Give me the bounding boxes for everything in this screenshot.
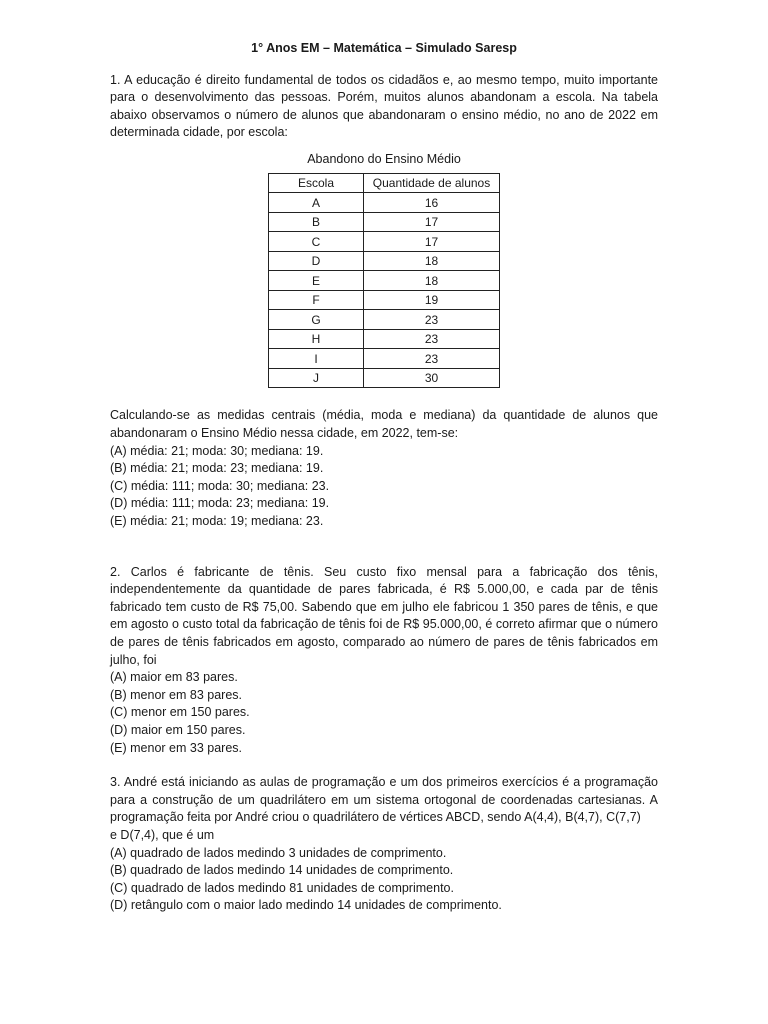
option-d: (D) maior em 150 pares.: [110, 722, 246, 737]
option-d: (D) média: 111; moda: 23; mediana: 19.: [110, 496, 330, 511]
option-b: (B) quadrado de lados medindo 14 unidades de comprimento.: [110, 863, 454, 878]
question-2-options: [110, 669, 658, 757]
option-b: (B) menor em 83 pares.: [110, 687, 242, 702]
quantity-cell: 30: [364, 368, 500, 388]
header-school: Escola: [269, 173, 364, 193]
school-cell: A: [269, 193, 364, 213]
table-row: [269, 368, 500, 388]
quantity-cell: 16: [364, 193, 500, 213]
table-row: [269, 271, 500, 291]
option-e: (E) média: 21; moda: 19; mediana: 23.: [110, 514, 324, 529]
table-row: [269, 290, 500, 310]
school-cell: H: [269, 329, 364, 349]
school-cell: B: [269, 212, 364, 232]
table-row: [269, 251, 500, 271]
question-1-prompt: Calculando-se as medidas centrais (média, moda e mediana) da quantidade de alunos que abandonaram o Ensino Médio nessa cidade, em 2022, tem-se:: [110, 408, 658, 441]
option-a: (A) quadrado de lados medindo 3 unidades de comprimento.: [110, 845, 447, 860]
question-2-text: 2. Carlos é fabricante de tênis. Seu custo fixo mensal para a fabricação dos tênis, independentemente da quantidade de pares fabricada, é R$ 5.000,00, e cada par de tênis fabricado tem custo de R$ 75,00. Sabendo que em julho ele fabricou 1 350 pares de tênis, e que em agosto o custo total da fabricação de tênis foi de R$ 95.000,00, é correto afirmar que o número de pares de tênis fabricados em agosto, comparado ao número de pares de tênis fabricados em julho, foi: [110, 564, 658, 667]
option-a: (A) maior em 83 pares.: [110, 670, 238, 685]
table-row: [269, 193, 500, 213]
school-cell: J: [269, 368, 364, 388]
quantity-cell: 17: [364, 232, 500, 252]
option-e: (E) menor em 33 pares.: [110, 740, 242, 755]
header-quantity: Quantidade de alunos: [364, 173, 500, 193]
quantity-cell: 17: [364, 212, 500, 232]
table-row: [269, 232, 500, 252]
question-3-options: [110, 845, 658, 915]
table-row: [269, 329, 500, 349]
school-cell: I: [269, 349, 364, 369]
option-a: (A) média: 21; moda: 30; mediana: 19.: [110, 443, 324, 458]
quantity-cell: 18: [364, 251, 500, 271]
quantity-cell: 23: [364, 329, 500, 349]
dropout-table-figure: [268, 152, 500, 389]
page-title: 1° Anos EM – Matemática – Simulado Saresp: [251, 41, 517, 55]
quantity-cell: 23: [364, 349, 500, 369]
quantity-cell: 18: [364, 271, 500, 291]
question-1-options: [110, 443, 658, 531]
question-3-text-continued: e D(7,4), que é um: [110, 827, 215, 842]
school-cell: C: [269, 232, 364, 252]
option-b: (B) média: 21; moda: 23; mediana: 19.: [110, 461, 324, 476]
option-d: (D) retângulo com o maior lado medindo 14 unidades de comprimento.: [110, 898, 502, 913]
table-row: [269, 212, 500, 232]
school-cell: G: [269, 310, 364, 330]
question-3-text: 3. André está iniciando as aulas de programação e um dos primeiros exercícios é a programação para a construção de um quadrilátero em um sistema ortogonal de coordenadas cartesianas. A programação feita por André criou o quadrilátero de vértices ABCD, sendo A(4,4), B(4,7), C(7,7): [110, 775, 658, 825]
table-row: [269, 310, 500, 330]
school-cell: F: [269, 290, 364, 310]
school-cell: D: [269, 251, 364, 271]
question-1-text: 1. A educação é direito fundamental de todos os cidadãos e, ao mesmo tempo, muito importante para o desenvolvimento das pessoas. Porém, muitos alunos abandonam a escola. Na tabela abaixo observamos o número de alunos que abandonaram o ensino médio, no ano de 2022 em determinada cidade, por escola:: [110, 72, 658, 140]
school-cell: E: [269, 271, 364, 291]
quantity-cell: 23: [364, 310, 500, 330]
option-c: (C) média: 111; moda: 30; mediana: 23.: [110, 478, 330, 493]
table-row: [269, 349, 500, 369]
table-header-row: [269, 173, 500, 193]
quantity-cell: 19: [364, 290, 500, 310]
option-c: (C) menor em 150 pares.: [110, 705, 250, 720]
option-c: (C) quadrado de lados medindo 81 unidades de comprimento.: [110, 880, 454, 895]
table-title: Abandono do Ensino Médio: [307, 151, 461, 166]
dropout-table: [268, 173, 500, 389]
